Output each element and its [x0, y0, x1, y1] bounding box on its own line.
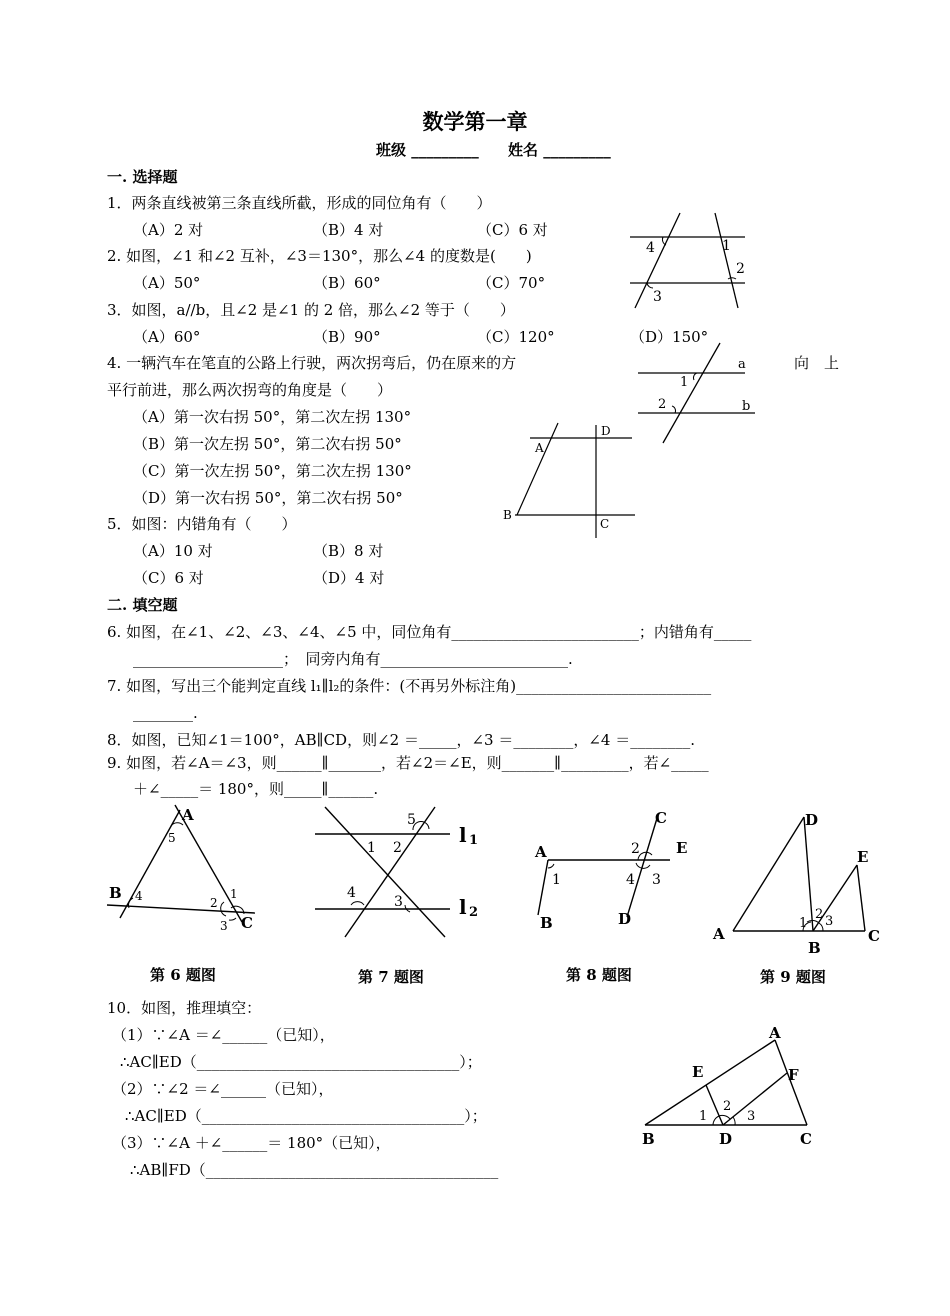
- fig-q2-label-4: 4: [646, 240, 655, 256]
- q5-option-b: （B）8 对: [313, 542, 384, 560]
- q10-line-6: ∴AB∥FD（_______________________________________: [130, 1161, 499, 1179]
- fig-q3-label-b: b: [742, 399, 751, 414]
- fig10-label-1: 1: [699, 1109, 708, 1124]
- fig7-label-l2: l: [459, 895, 467, 919]
- fig10-label-F: F: [788, 1066, 799, 1084]
- fig9-label-3: 3: [825, 914, 834, 929]
- q4-stem-tail: 向 上: [794, 354, 840, 372]
- q1-option-c: （C）6 对: [477, 221, 548, 239]
- fig7-label-1: 1: [367, 840, 376, 856]
- fig10-label-B: B: [642, 1130, 655, 1148]
- fig8-label-D: D: [618, 910, 632, 928]
- q5-option-c: （C）6 对: [133, 569, 204, 587]
- fig8-label-E: E: [676, 839, 688, 857]
- q3-option-a: （A）60°: [133, 328, 201, 346]
- figure-q2: [620, 205, 750, 315]
- fig7-label-3: 3: [394, 894, 403, 910]
- q5-option-d: （D）4 对: [313, 569, 385, 587]
- figure-q6: [100, 800, 270, 940]
- fig6-label-B: B: [109, 884, 122, 902]
- q9-line-2: ＋∠_____＝ 180°，则_____∥______.: [133, 780, 379, 798]
- fig6-label-2: 2: [210, 896, 218, 910]
- fig-q2-label-3: 3: [653, 289, 662, 305]
- q4-stem-2: 平行前进，那么两次拐弯的角度是（ ）: [107, 381, 393, 399]
- q1-option-b: （B）4 对: [313, 221, 384, 239]
- fig10-label-D: D: [719, 1130, 733, 1148]
- q2-stem: 2. 如图，∠1 和∠2 互补，∠3＝130°，那么∠4 的度数是( ): [107, 247, 532, 265]
- q3-option-c: （C）120°: [477, 328, 555, 346]
- q2-option-b: （B）60°: [313, 274, 381, 292]
- fig9-label-D: D: [805, 811, 819, 829]
- q9-line-1: 9. 如图，若∠A＝∠3，则______∥_______，若∠2＝∠E，则_______∥_________，若∠_____: [107, 754, 709, 772]
- fig10-label-C: C: [800, 1130, 812, 1148]
- q3-option-d: （D）150°: [630, 328, 709, 346]
- fig7-label-l2-sub: 2: [469, 905, 479, 920]
- fig7-label-4: 4: [347, 885, 356, 901]
- q5-option-a: （A）10 对: [133, 542, 213, 560]
- q1-option-a: （A）2 对: [133, 221, 204, 239]
- fig6-label-5: 5: [168, 831, 176, 845]
- fig6-label-1: 1: [230, 887, 238, 901]
- q1-stem: 1．两条直线被第三条直线所截，形成的同位角有（ ）: [107, 194, 492, 212]
- q4-stem: 4. 一辆汽车在笔直的公路上行驶，两次拐弯后，仍在原来的方: [107, 354, 517, 372]
- fig-q2-label-2: 2: [736, 261, 745, 277]
- q10-line-4: ∴AC∥ED（___________________________________）；: [125, 1107, 487, 1125]
- q8-stem: 8．如图，已知∠1＝100°，AB∥CD，则∠2 ＝_____，∠3 ＝________，∠4 ＝________.: [107, 731, 695, 749]
- q10-line-3: （2）∵∠2 ＝∠______（已知），: [112, 1080, 334, 1098]
- name-field: 姓名 _________: [508, 141, 611, 159]
- q10-line-1: （1）∵∠A ＝∠______（已知），: [112, 1026, 335, 1044]
- caption-fig9: 第 9 题图: [760, 968, 826, 986]
- fig6-label-A: A: [182, 806, 194, 824]
- fig6-label-4: 4: [135, 889, 143, 903]
- fig9-label-B: B: [808, 939, 821, 957]
- q10-stem: 10．如图，推理填空：: [107, 999, 262, 1017]
- q3-option-b: （B）90°: [313, 328, 381, 346]
- fig8-label-2: 2: [631, 841, 640, 857]
- figure-q5: [500, 420, 640, 540]
- fig8-label-B: B: [540, 914, 553, 932]
- caption-fig7: 第 7 题图: [358, 968, 424, 986]
- fig9-label-2: 2: [815, 907, 824, 922]
- q7-line-2: ________.: [133, 704, 198, 722]
- fig9-label-A: A: [713, 925, 725, 943]
- fig7-label-l1: l: [459, 823, 467, 847]
- fig-q5-label-A: A: [535, 441, 544, 455]
- q10-line-5: （3）∵∠A ＋∠______＝ 180°（已知），: [112, 1134, 391, 1152]
- fig7-label-5: 5: [407, 812, 416, 828]
- figure-q8: [530, 805, 700, 935]
- figure-q10: [635, 1020, 835, 1160]
- class-field: 班级 _________: [376, 141, 479, 159]
- q2-option-a: （A）50°: [133, 274, 201, 292]
- caption-fig8: 第 8 题图: [566, 966, 632, 984]
- fig6-label-C: C: [241, 914, 253, 932]
- section-heading-choice: 一. 选择题: [107, 168, 178, 186]
- page-title: 数学第一章: [422, 109, 528, 134]
- q6-line-1: 6. 如图，在∠1、∠2、∠3、∠4、∠5 中，同位角有_________________________；内错角有_____: [107, 623, 752, 641]
- q4-option-d: （D）第一次右拐 50°，第二次右拐 50°: [133, 489, 403, 507]
- fig-q5-label-B: B: [503, 508, 512, 522]
- q4-option-a: （A）第一次右拐 50°，第二次左拐 130°: [133, 408, 412, 426]
- fig8-label-1: 1: [552, 872, 561, 888]
- q4-option-c: （C）第一次左拐 50°，第二次左拐 130°: [133, 462, 412, 480]
- q5-stem: 5．如图：内错角有（ ）: [107, 515, 297, 533]
- fig6-label-3: 3: [220, 919, 228, 933]
- q7-line-1: 7. 如图，写出三个能判定直线 l₁∥l₂的条件：(不再另外标注角)__________________________: [107, 677, 712, 695]
- fig-q3-label-1: 1: [680, 375, 689, 390]
- fig8-label-A: A: [535, 843, 547, 861]
- fig8-label-4: 4: [626, 872, 635, 888]
- fig9-label-1: 1: [799, 916, 808, 931]
- fig10-label-2: 2: [723, 1099, 732, 1114]
- fig-q5-label-C: C: [600, 517, 610, 531]
- fig-q5-label-D: D: [601, 424, 611, 438]
- fig10-label-E: E: [692, 1063, 704, 1081]
- fig7-label-2: 2: [393, 840, 402, 856]
- fig9-label-C: C: [868, 927, 880, 945]
- fig7-label-l1-sub: 1: [469, 833, 479, 848]
- q3-stem: 3．如图，a//b，且∠2 是∠1 的 2 倍，那么∠2 等于（ ）: [107, 301, 515, 319]
- fig10-label-A: A: [769, 1024, 781, 1042]
- fig8-label-3: 3: [652, 872, 661, 888]
- figure-q7: [305, 802, 495, 942]
- section-heading-fill: 二. 填空题: [107, 596, 178, 614]
- figure-q3: [630, 340, 760, 450]
- fig10-label-3: 3: [747, 1109, 756, 1124]
- caption-fig6: 第 6 题图: [150, 966, 216, 984]
- fig-q3-label-a: a: [738, 357, 746, 372]
- figure-q9: [705, 805, 885, 955]
- q6-line-2: ____________________； 同旁内角有_________________________.: [133, 650, 573, 668]
- q4-option-b: （B）第一次左拐 50°，第二次右拐 50°: [133, 435, 402, 453]
- fig8-label-C: C: [655, 809, 667, 827]
- fig9-label-E: E: [857, 848, 869, 866]
- fig-q2-label-1: 1: [722, 238, 731, 254]
- fig-q3-label-2: 2: [658, 397, 667, 412]
- q10-line-2: ∴AC∥ED（___________________________________）；: [120, 1053, 482, 1071]
- q2-option-c: （C）70°: [477, 274, 546, 292]
